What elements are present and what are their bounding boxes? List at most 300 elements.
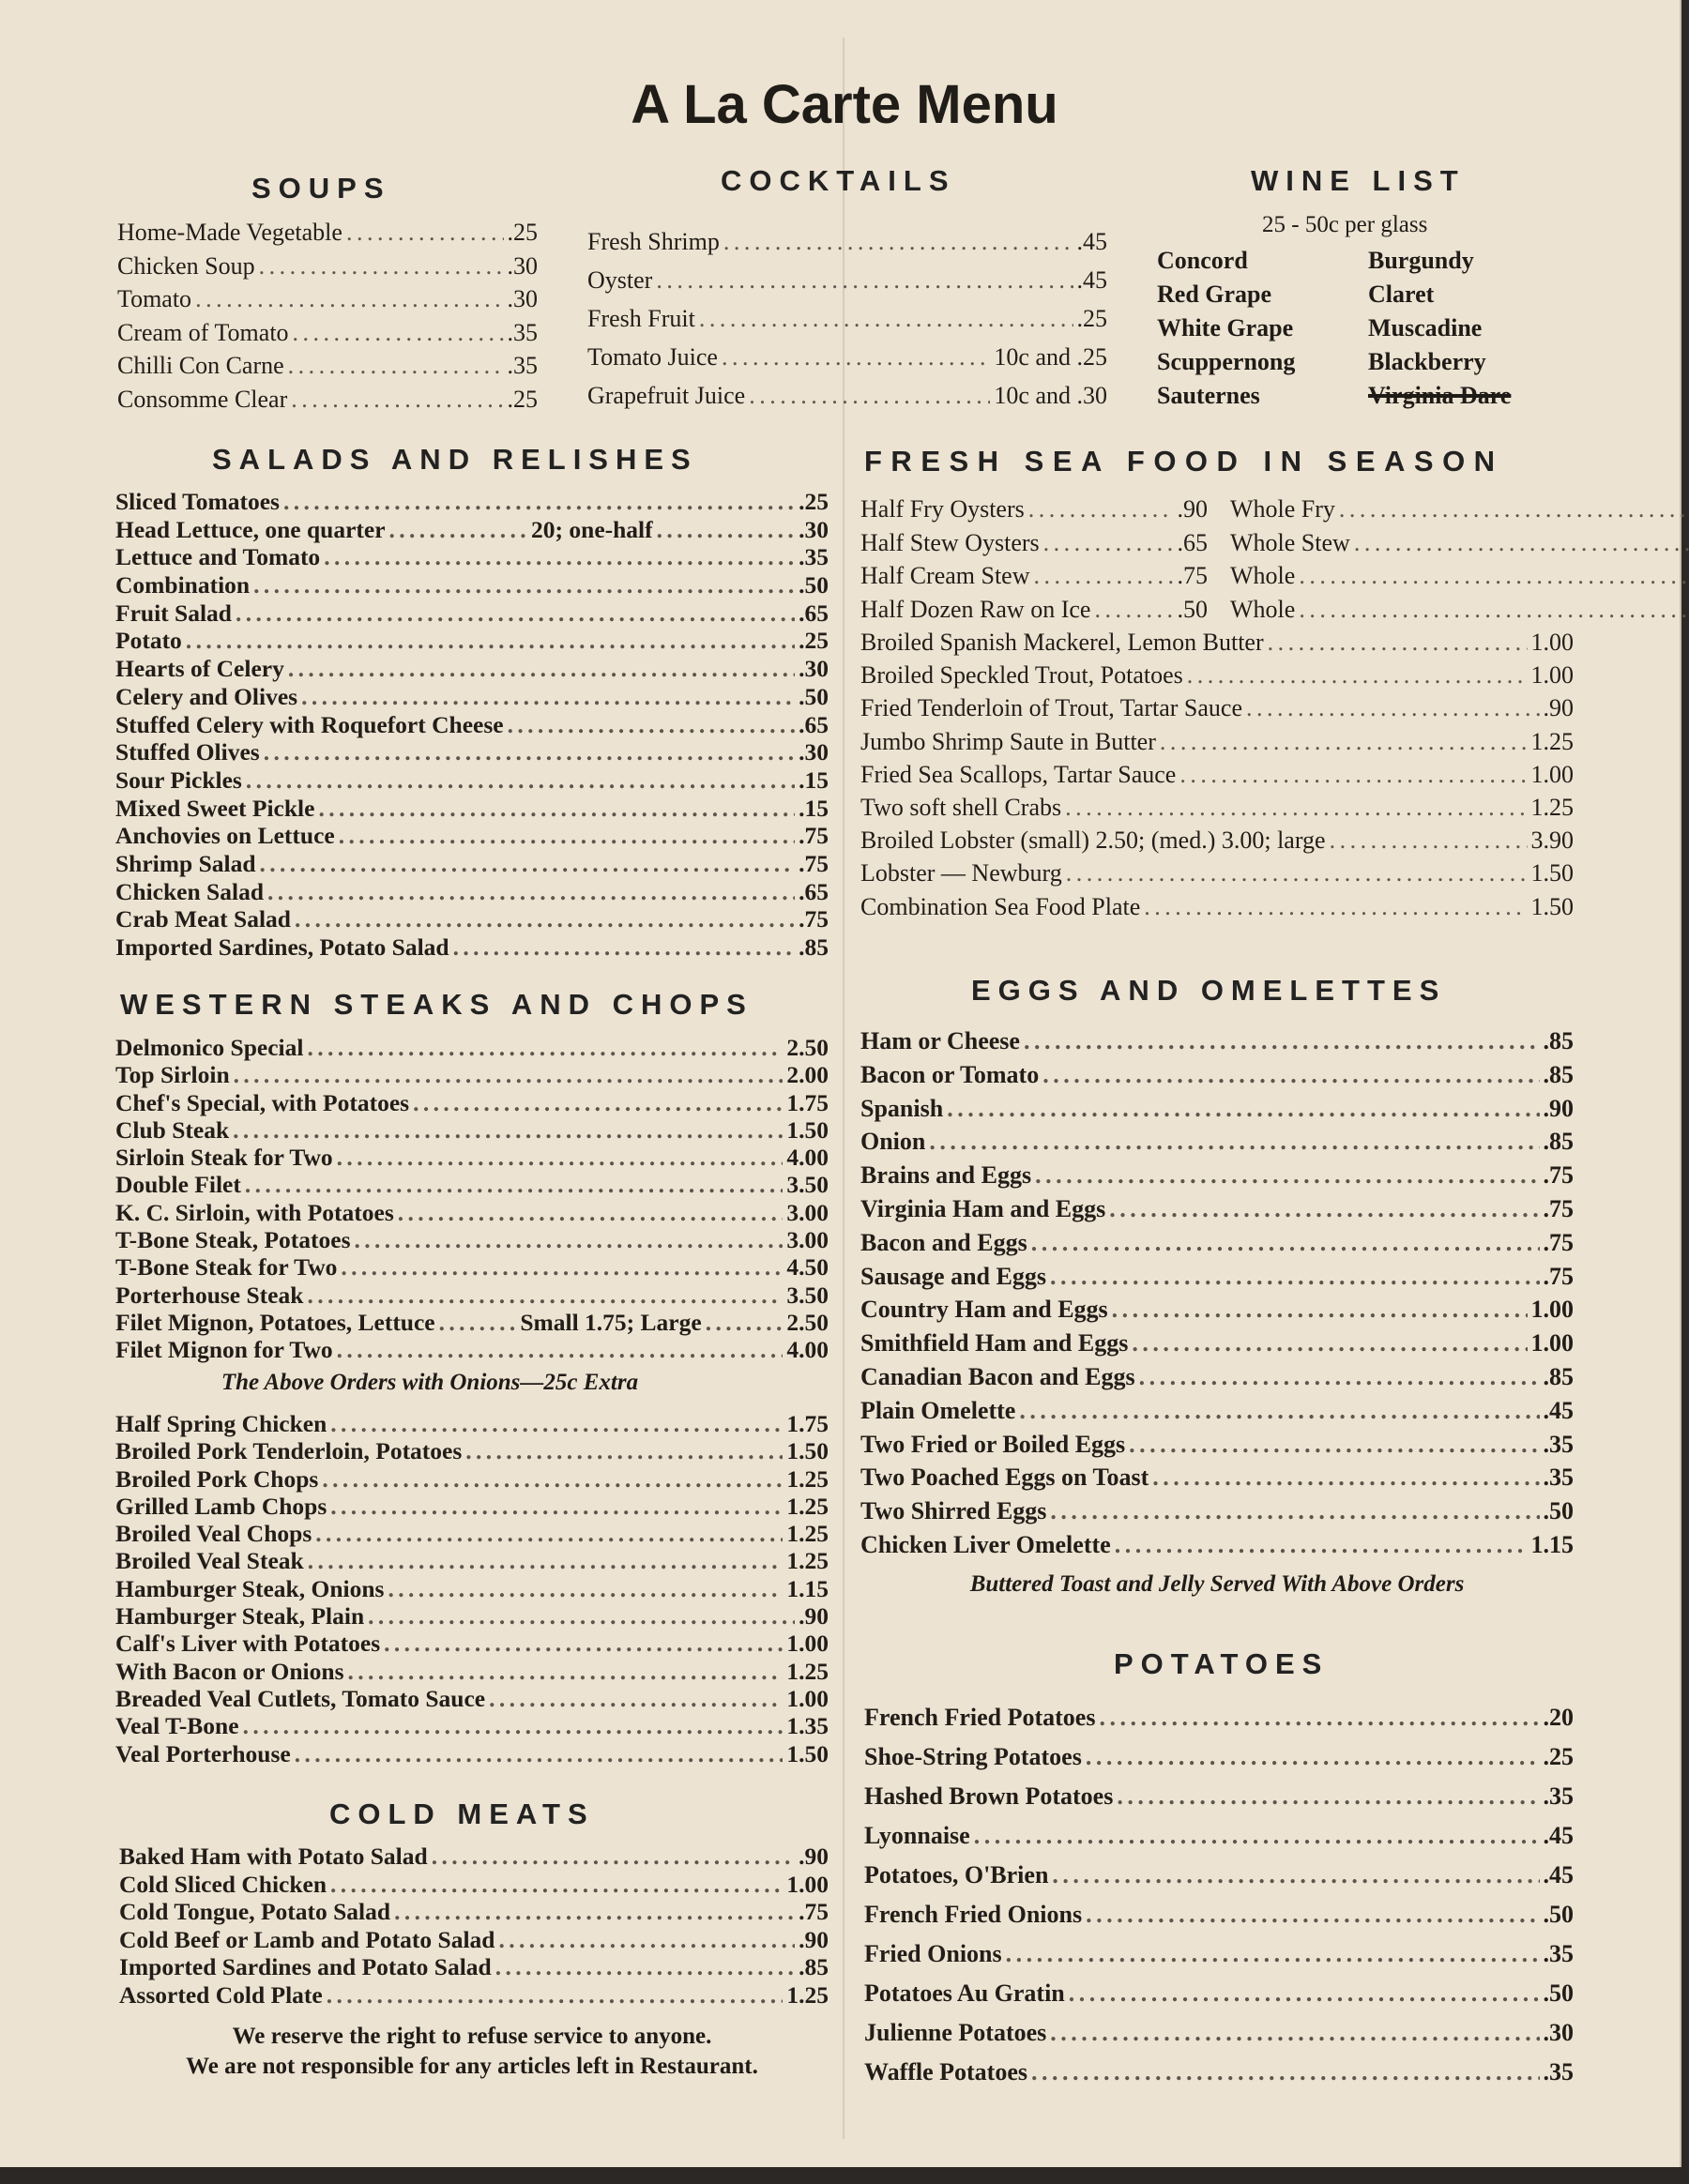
menu-item-price: .50 bbox=[1543, 1901, 1574, 1928]
menu-item-name: Sausage and Eggs bbox=[860, 1262, 1046, 1290]
leader-dots bbox=[1109, 1192, 1539, 1226]
leader-dots bbox=[1115, 1528, 1528, 1562]
menu-item-row bbox=[115, 1144, 829, 1171]
menu-item-name: Chicken Soup bbox=[117, 251, 255, 280]
eggs-list bbox=[860, 1024, 1574, 1562]
leader-dots bbox=[1112, 1293, 1528, 1327]
menu-item-name: Veal Porterhouse bbox=[115, 1739, 291, 1767]
leader-dots bbox=[288, 349, 504, 383]
menu-item-row bbox=[860, 1394, 1574, 1428]
menu-item-price: 1.25 bbox=[786, 1464, 829, 1493]
menu-item-row bbox=[860, 691, 1574, 724]
salads-heading: SALADS AND RELISHES bbox=[212, 443, 698, 476]
menu-item-name: Whole Fry bbox=[1230, 495, 1335, 523]
menu-item-row bbox=[115, 850, 829, 878]
leader-dots bbox=[1117, 1777, 1539, 1816]
menu-item-price: .25 bbox=[799, 627, 829, 655]
menu-item-price: .50 bbox=[799, 682, 829, 710]
menu-item-price: 1.50 bbox=[1530, 892, 1574, 920]
menu-item-name: Fried Tenderloin of Trout, Tartar Sauce bbox=[860, 694, 1242, 722]
menu-item-name: Whole bbox=[1230, 562, 1296, 589]
menu-item-row bbox=[864, 1974, 1574, 2013]
menu-item-name: Delmonico Special bbox=[115, 1034, 304, 1061]
menu-item-price: 1.00 bbox=[786, 1870, 829, 1898]
menu-item-price: 3.50 bbox=[786, 1281, 829, 1309]
menu-item-row bbox=[115, 1493, 829, 1520]
eggs-heading: EGGS AND OMELETTES bbox=[971, 974, 1447, 1007]
wine-right-column bbox=[1368, 244, 1511, 413]
menu-item-row bbox=[860, 791, 1574, 824]
menu-item-name: Grilled Lamb Chops bbox=[115, 1492, 327, 1520]
cold-meats-heading: COLD MEATS bbox=[329, 1797, 595, 1830]
menu-item-price: .45 bbox=[1076, 266, 1107, 294]
menu-item-name: Fried Sea Scallops, Tartar Sauce bbox=[860, 760, 1177, 788]
menu-item-price: 1.25 bbox=[786, 1547, 829, 1575]
menu-item-price: 1.00 bbox=[786, 1684, 829, 1712]
leader-dots bbox=[1066, 857, 1528, 889]
leader-dots bbox=[749, 376, 990, 415]
leader-dots bbox=[346, 216, 504, 250]
menu-item-name: Half Stew Oysters bbox=[860, 528, 1040, 556]
menu-item-price: 1.75 bbox=[786, 1410, 829, 1437]
menu-item-price: 1.25 bbox=[1530, 727, 1574, 755]
menu-item-name: Lettuce and Tomato bbox=[115, 543, 321, 571]
menu-item-row bbox=[860, 1058, 1574, 1092]
leader-dots bbox=[1024, 1024, 1540, 1058]
menu-item-name: With Bacon or Onions bbox=[115, 1657, 344, 1685]
wine-item: Red Grape bbox=[1157, 281, 1272, 308]
menu-item-row bbox=[587, 338, 1107, 376]
menu-item-price: 3.00 bbox=[786, 1198, 829, 1226]
menu-item-price: 2.00 bbox=[786, 1061, 829, 1089]
menu-item-price: 1.00 bbox=[1530, 629, 1574, 656]
leader-dots bbox=[1086, 1737, 1540, 1777]
menu-item-price: .75 bbox=[1177, 562, 1208, 589]
menu-item-name: Sliced Tomatoes bbox=[115, 488, 280, 515]
menu-item-name: Tomato Juice bbox=[587, 343, 718, 371]
menu-item-row bbox=[115, 1520, 829, 1547]
menu-item-name: Breaded Veal Cutlets, Tomato Sauce bbox=[115, 1684, 486, 1712]
leader-dots bbox=[1050, 2013, 1539, 2053]
menu-item-row bbox=[119, 1871, 829, 1899]
menu-item-price: .65 bbox=[799, 599, 829, 627]
menu-item-name: Stuffed Celery with Roquefort Cheese bbox=[115, 710, 504, 738]
menu-item-name: Canadian Bacon and Eggs bbox=[860, 1362, 1135, 1390]
menu-item-name: Porterhouse Steak bbox=[115, 1281, 304, 1309]
leader-dots bbox=[1006, 1934, 1540, 1974]
menu-item-row bbox=[864, 1934, 1574, 1974]
leader-dots bbox=[1031, 2053, 1539, 2092]
menu-item-name: Potatoes Au Gratin bbox=[864, 1979, 1065, 2007]
leader-dots bbox=[341, 1253, 783, 1281]
leader-dots bbox=[722, 338, 990, 376]
menu-item-name: Cold Sliced Chicken bbox=[119, 1870, 327, 1898]
menu-item-name: Veal T-Bone bbox=[115, 1712, 239, 1740]
seafood-pair-right bbox=[1230, 493, 1689, 526]
footer-line-1: We reserve the right to refuse service to anyone. bbox=[232, 2024, 712, 2049]
menu-item-name: Half Spring Chicken bbox=[115, 1410, 327, 1437]
menu-item-row bbox=[115, 1740, 829, 1767]
leader-dots bbox=[293, 316, 504, 350]
menu-item-price: .45 bbox=[1543, 1822, 1574, 1849]
menu-item-row bbox=[860, 857, 1574, 889]
menu-item-row bbox=[115, 1658, 829, 1685]
menu-item-row bbox=[587, 261, 1107, 299]
menu-item-price: 4.00 bbox=[786, 1336, 829, 1364]
menu-item-name: Fruit Salad bbox=[115, 599, 232, 627]
menu-item-price: .35 bbox=[1543, 1782, 1574, 1810]
menu-item-price: .85 bbox=[1543, 1027, 1574, 1054]
leader-dots bbox=[355, 1226, 784, 1253]
leader-dots bbox=[246, 766, 795, 795]
menu-item-name: Chef's Special, with Potatoes bbox=[115, 1088, 410, 1116]
menu-item-name: Plain Omelette bbox=[860, 1396, 1016, 1424]
leader-dots bbox=[1043, 526, 1174, 560]
leader-dots bbox=[259, 250, 504, 283]
menu-item-row bbox=[115, 1309, 829, 1336]
menu-item-name: Hashed Brown Potatoes bbox=[864, 1782, 1114, 1810]
leader-dots bbox=[1354, 526, 1689, 560]
menu-item-name: Grapefruit Juice bbox=[587, 382, 746, 409]
leader-dots bbox=[301, 683, 795, 711]
menu-item-name: Cold Beef or Lamb and Potato Salad bbox=[119, 1925, 495, 1953]
menu-item-name: Ham or Cheese bbox=[860, 1027, 1020, 1054]
steaks-list-2 bbox=[115, 1410, 829, 1767]
menu-item-price: .75 bbox=[1543, 1228, 1574, 1256]
menu-item-row bbox=[115, 1547, 829, 1574]
leader-dots bbox=[388, 1575, 783, 1602]
menu-item-row bbox=[117, 250, 538, 283]
menu-item-name: Crab Meat Salad bbox=[115, 905, 291, 933]
menu-item-price: 1.50 bbox=[1530, 859, 1574, 887]
menu-item-price: .35 bbox=[799, 543, 829, 571]
menu-item-name: Celery and Olives bbox=[115, 682, 298, 710]
menu-item-row bbox=[860, 1125, 1574, 1159]
leader-dots bbox=[1129, 1428, 1539, 1462]
leader-dots bbox=[233, 1116, 783, 1144]
menu-item-price: .30 bbox=[799, 655, 829, 683]
menu-item-price: .30 bbox=[799, 738, 829, 766]
leader-dots bbox=[657, 516, 795, 544]
menu-item-row bbox=[115, 878, 829, 906]
menu-item-price: .25 bbox=[1543, 1743, 1574, 1770]
menu-item-price: 1.15 bbox=[1530, 1530, 1574, 1558]
menu-item-row bbox=[115, 1630, 829, 1657]
leader-dots bbox=[339, 822, 795, 850]
menu-item-price: .30 bbox=[1543, 2019, 1574, 2046]
menu-item-price: .30 bbox=[799, 515, 829, 543]
leader-dots bbox=[267, 878, 795, 906]
menu-item-row bbox=[860, 1327, 1574, 1360]
leader-dots bbox=[1330, 824, 1528, 857]
leader-dots bbox=[389, 516, 527, 544]
seafood-pair-right bbox=[1230, 526, 1689, 560]
menu-item-name: K. C. Sirloin, with Potatoes bbox=[115, 1198, 394, 1226]
leader-dots bbox=[413, 1089, 783, 1116]
wine-heading: WINE LIST bbox=[1251, 164, 1466, 197]
menu-item-price: .90 bbox=[799, 1843, 829, 1870]
leader-dots bbox=[368, 1602, 795, 1630]
menu-item-name: Country Ham and Eggs bbox=[860, 1296, 1108, 1324]
leader-dots bbox=[330, 1493, 783, 1520]
menu-item-price: 1.25 bbox=[786, 1657, 829, 1685]
leader-dots bbox=[1034, 559, 1174, 593]
menu-item-name: Potatoes, O'Brien bbox=[864, 1861, 1049, 1888]
leader-dots bbox=[947, 1092, 1539, 1126]
seafood-pair-left bbox=[860, 526, 1208, 560]
potatoes-list bbox=[864, 1698, 1574, 2092]
menu-item-row bbox=[860, 626, 1574, 659]
menu-item-name: Fresh Fruit bbox=[587, 305, 695, 332]
menu-item-row bbox=[864, 2053, 1574, 2092]
leader-dots bbox=[330, 1410, 783, 1437]
menu-item-price: 1.00 bbox=[786, 1630, 829, 1658]
menu-item-price: .25 bbox=[1076, 305, 1107, 332]
menu-item-name: Hamburger Steak, Onions bbox=[115, 1574, 385, 1602]
menu-item-row bbox=[117, 216, 538, 250]
menu-item-row bbox=[115, 1116, 829, 1144]
menu-item-name: Top Sirloin bbox=[115, 1061, 230, 1089]
leader-dots bbox=[195, 282, 503, 316]
menu-item-name: Bacon and Eggs bbox=[860, 1228, 1027, 1256]
menu-item-row bbox=[860, 1226, 1574, 1260]
menu-item-name: Imported Sardines, Potato Salad bbox=[115, 933, 449, 961]
leader-dots bbox=[348, 1658, 784, 1685]
leader-dots bbox=[723, 222, 1073, 261]
menu-item-price: .20 bbox=[1543, 1704, 1574, 1731]
menu-item-name: Two Shirred Eggs bbox=[860, 1497, 1047, 1525]
menu-item-price: .35 bbox=[1543, 1430, 1574, 1458]
menu-item-name: Bacon or Tomato bbox=[860, 1060, 1040, 1088]
menu-item-price: 3.00 bbox=[786, 1226, 829, 1254]
menu-item-name: Lobster — Newburg bbox=[860, 859, 1062, 887]
leader-dots bbox=[1299, 593, 1689, 627]
leader-dots bbox=[291, 383, 503, 417]
leader-dots bbox=[1052, 1856, 1539, 1895]
menu-item-price: 3.90 bbox=[1530, 827, 1574, 855]
menu-item-price: .35 bbox=[1543, 1464, 1574, 1492]
leader-dots bbox=[236, 599, 795, 628]
leader-dots bbox=[1069, 1974, 1540, 2013]
footer-line-2: We are not responsible for any articles left in Restaurant. bbox=[186, 2054, 758, 2079]
menu-item-price: .75 bbox=[799, 1898, 829, 1925]
menu-item-row bbox=[119, 1981, 829, 2010]
leader-dots bbox=[324, 543, 795, 571]
menu-item-price: 2.50 bbox=[786, 1308, 829, 1336]
menu-item-name: Shrimp Salad bbox=[115, 849, 256, 877]
menu-item-price: 1.50 bbox=[786, 1739, 829, 1767]
salads-list bbox=[115, 488, 829, 962]
leader-dots bbox=[337, 1144, 784, 1171]
menu-item-name: Hamburger Steak, Plain bbox=[115, 1602, 365, 1630]
menu-item-row bbox=[115, 516, 829, 544]
menu-item-name: Broiled Pork Chops bbox=[115, 1464, 319, 1493]
menu-item-row bbox=[860, 1293, 1574, 1327]
wine-item: Virginia Dare bbox=[1368, 382, 1512, 409]
leader-dots bbox=[656, 261, 1073, 299]
menu-item-price: 1.00 bbox=[1530, 760, 1574, 788]
menu-item-price: .35 bbox=[1543, 1940, 1574, 1967]
leader-dots bbox=[295, 1740, 784, 1767]
leader-dots bbox=[508, 711, 796, 739]
menu-item-row bbox=[119, 1953, 829, 1981]
leader-dots bbox=[1152, 1461, 1539, 1494]
menu-item-row bbox=[115, 1034, 829, 1061]
menu-item-row bbox=[115, 1199, 829, 1226]
leader-dots bbox=[1246, 691, 1540, 724]
menu-item-name: Chilli Con Carne bbox=[117, 352, 284, 379]
menu-item-price: .65 bbox=[799, 710, 829, 738]
menu-item-name: Broiled Lobster (small) 2.50; (med.) 3.00; large bbox=[860, 827, 1326, 855]
soups-list bbox=[117, 216, 538, 416]
menu-item-price: 1.25 bbox=[786, 1520, 829, 1548]
menu-item-price: .75 bbox=[1543, 1161, 1574, 1190]
seafood-pair-right bbox=[1230, 593, 1689, 627]
menu-item-row bbox=[119, 1926, 829, 1954]
menu-item-row bbox=[115, 1226, 829, 1253]
menu-item-row bbox=[860, 659, 1574, 691]
menu-item-row bbox=[115, 488, 829, 516]
menu-item-name: Julienne Potatoes bbox=[864, 2019, 1047, 2046]
leader-dots bbox=[1019, 1394, 1539, 1428]
menu-item-name: Anchovies on Lettuce bbox=[115, 822, 335, 850]
menu-item-row bbox=[115, 1575, 829, 1602]
menu-item-name: Sirloin Steak for Two bbox=[115, 1144, 333, 1172]
menu-item-row bbox=[115, 571, 829, 599]
seafood-pair-row bbox=[860, 559, 1574, 593]
seafood-list bbox=[860, 626, 1574, 923]
menu-item-name: Half Cream Stew bbox=[860, 562, 1030, 589]
leader-dots bbox=[186, 627, 795, 655]
menu-item-row bbox=[860, 890, 1574, 923]
menu-item-row bbox=[115, 1712, 829, 1739]
leader-dots bbox=[453, 933, 796, 962]
menu-item-row bbox=[860, 1092, 1574, 1126]
menu-item-price: .90 bbox=[799, 1602, 829, 1630]
menu-item-name: Smithfield Ham and Eggs bbox=[860, 1329, 1129, 1357]
leader-dots bbox=[1050, 1494, 1539, 1528]
leader-dots bbox=[234, 1061, 784, 1088]
wine-item: White Grape bbox=[1157, 314, 1294, 341]
menu-item-row bbox=[115, 1282, 829, 1309]
menu-item-name: Waffle Potatoes bbox=[864, 2058, 1028, 2085]
seafood-pair-right bbox=[1230, 559, 1689, 593]
eggs-note: Buttered Toast and Jelly Served With Above Orders bbox=[969, 1571, 1465, 1597]
menu-item-price: 1.00 bbox=[1530, 1296, 1574, 1324]
menu-item-name: Two Fried or Boiled Eggs bbox=[860, 1430, 1126, 1458]
menu-item-price: .15 bbox=[799, 766, 829, 794]
menu-item-price: .85 bbox=[1543, 1362, 1574, 1390]
menu-item-price: .35 bbox=[507, 352, 538, 379]
menu-item-price: .65 bbox=[1177, 528, 1208, 556]
menu-item-row bbox=[115, 738, 829, 766]
menu-item-row bbox=[864, 1737, 1574, 1777]
leader-dots bbox=[1099, 1698, 1539, 1737]
cocktails-heading: COCKTAILS bbox=[721, 164, 956, 197]
menu-item-row bbox=[115, 766, 829, 795]
menu-item-name: Combination Sea Food Plate bbox=[860, 892, 1141, 920]
leader-dots bbox=[308, 1547, 784, 1574]
menu-item-price: .50 bbox=[1543, 1979, 1574, 2007]
leader-dots bbox=[465, 1437, 783, 1464]
menu-item-name: Cream of Tomato bbox=[117, 318, 289, 346]
leader-dots bbox=[1065, 791, 1527, 824]
leader-dots bbox=[283, 488, 795, 516]
menu-item-name: Whole bbox=[1230, 595, 1296, 623]
leader-dots bbox=[327, 1981, 784, 2010]
seafood-pair-left bbox=[860, 493, 1208, 526]
wine-item: Sauternes bbox=[1157, 382, 1260, 409]
menu-item-price: .65 bbox=[799, 877, 829, 905]
menu-item-row bbox=[115, 795, 829, 823]
menu-item-name: Jumbo Shrimp Saute in Butter bbox=[860, 727, 1156, 755]
leader-dots bbox=[1160, 725, 1528, 758]
menu-item-price: .35 bbox=[507, 318, 538, 346]
menu-item-row bbox=[860, 824, 1574, 857]
menu-item-price: .75 bbox=[1543, 1262, 1574, 1290]
menu-item-price: .45 bbox=[1543, 1861, 1574, 1888]
menu-item-name: Head Lettuce, one quarter bbox=[115, 515, 386, 543]
leader-dots bbox=[322, 1465, 783, 1493]
leader-dots bbox=[384, 1630, 783, 1657]
leader-dots bbox=[1179, 758, 1527, 791]
menu-item-price: 10c and .25 bbox=[994, 343, 1107, 371]
menu-item-name: French Fried Onions bbox=[864, 1901, 1083, 1928]
menu-item-name: Baked Ham with Potato Salad bbox=[119, 1843, 428, 1870]
menu-item-row bbox=[860, 1260, 1574, 1294]
leader-dots bbox=[307, 1034, 783, 1061]
menu-item-price: .30 bbox=[507, 285, 538, 312]
menu-item-name: Imported Sardines and Potato Salad bbox=[119, 1953, 492, 1980]
menu-item-name: Combination bbox=[115, 571, 251, 599]
menu-item-price: 1.00 bbox=[1530, 1329, 1574, 1357]
menu-item-row bbox=[115, 1465, 829, 1493]
menu-item-name: T-Bone Steak for Two bbox=[115, 1253, 338, 1282]
seafood-pair-row bbox=[860, 526, 1574, 560]
leader-dots bbox=[1042, 1058, 1539, 1092]
menu-item-price: 1.50 bbox=[786, 1115, 829, 1144]
menu-item-row bbox=[117, 383, 538, 417]
leader-dots bbox=[498, 1926, 795, 1954]
menu-item-row bbox=[587, 222, 1107, 261]
seafood-pair-row bbox=[860, 593, 1574, 627]
menu-item-row bbox=[860, 1360, 1574, 1394]
menu-item-price: .90 bbox=[1543, 1094, 1574, 1122]
wine-item: Muscadine bbox=[1368, 314, 1483, 341]
leader-dots bbox=[1031, 1226, 1540, 1260]
menu-item-row bbox=[119, 1898, 829, 1926]
leader-dots bbox=[318, 795, 795, 823]
menu-item-name: Fried Onions bbox=[864, 1940, 1002, 1967]
menu-item-name: Assorted Cold Plate bbox=[119, 1980, 323, 2009]
menu-item-row bbox=[864, 1895, 1574, 1934]
leader-dots bbox=[974, 1816, 1540, 1856]
menu-item-price: 1.15 bbox=[786, 1574, 829, 1602]
wine-item: Scuppernong bbox=[1157, 348, 1296, 375]
leader-dots bbox=[260, 850, 796, 878]
leader-dots bbox=[295, 905, 795, 933]
menu-item-name: Broiled Speckled Trout, Potatoes bbox=[860, 661, 1183, 690]
leader-dots bbox=[1268, 626, 1528, 659]
menu-item-row bbox=[115, 1410, 829, 1437]
menu-item-row bbox=[115, 1171, 829, 1198]
menu-item-name: Filet Mignon, Potatoes, Lettuce bbox=[115, 1308, 435, 1336]
menu-item-mid: 20; one-half bbox=[531, 515, 653, 543]
menu-item-row bbox=[860, 1428, 1574, 1462]
leader-dots bbox=[394, 1898, 795, 1926]
menu-item-name: Virginia Ham and Eggs bbox=[860, 1194, 1106, 1222]
leader-dots bbox=[706, 1309, 784, 1336]
